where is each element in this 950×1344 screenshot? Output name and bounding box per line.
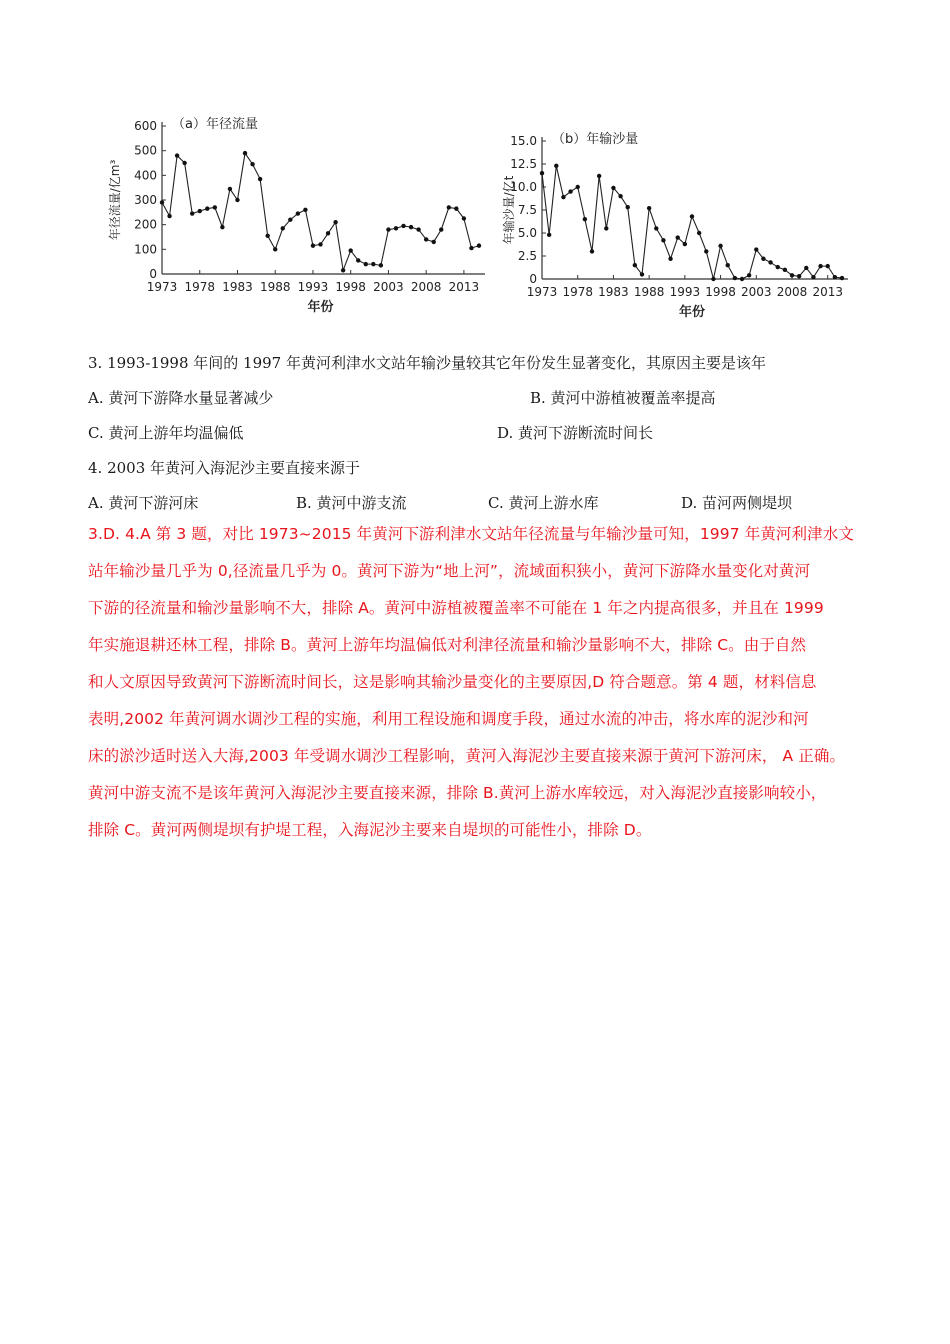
question-4-option-b: B. 黄河中游支流 (296, 494, 407, 512)
data-point (281, 226, 285, 230)
answer-line: 床的淤沙适时送入大海,2003 年受调水调沙工程影响，黄河入海泥沙主要直接来源于黄河下游河床， A 正确。 (88, 747, 846, 765)
data-point (783, 268, 787, 272)
data-point (633, 263, 637, 267)
data-point (547, 233, 551, 237)
data-point (462, 216, 466, 220)
data-point (243, 151, 247, 155)
data-point (311, 243, 315, 247)
y-tick-label: 500 (134, 143, 157, 158)
question-3-stem: 3. 1993-1998 年间的 1997 年黄河利津水文站年输沙量较其它年份发生显著变化，其原因主要是该年 (88, 354, 766, 372)
data-point (409, 225, 413, 229)
chart-title: （a）年径流量 (172, 117, 258, 132)
y-tick-label: 400 (134, 168, 157, 183)
question-4-stem: 4. 2003 年黄河入海泥沙主要直接来源于 (88, 459, 361, 477)
data-point (690, 214, 694, 218)
data-point (326, 231, 330, 235)
data-point (205, 206, 209, 210)
data-point (704, 249, 708, 253)
x-tick-label: 1983 (222, 280, 253, 294)
data-point (733, 276, 737, 280)
answer-line: 3.D. 4.A 第 3 题，对比 1973~2015 年黄河下游利津水文站年径流量与年输沙量可知，1997 年黄河利津水文 (88, 525, 854, 543)
data-point (561, 195, 565, 199)
question-3-option-c: C. 黄河上游年均温偏低 (88, 424, 244, 442)
data-point (454, 206, 458, 210)
question-4-option-c: C. 黄河上游水库 (488, 494, 599, 512)
data-point (401, 224, 405, 228)
data-point (833, 275, 837, 279)
data-point (190, 211, 194, 215)
x-tick-label: 2013 (812, 285, 843, 299)
answer-line: 排除 C。黄河两侧堤坝有护堤工程，入海泥沙主要来自堤坝的可能性小，排除 D。 (88, 821, 652, 839)
x-tick-label: 2008 (776, 285, 808, 299)
answer-line: 黄河中游支流不是该年黄河入海泥沙主要直接来源，排除 B.黄河上游水库较远，对入海泥沙直接影响较小， (88, 784, 827, 802)
y-axis-label: 年输沙量/亿t (502, 175, 516, 245)
data-point (618, 194, 622, 198)
answer-line: 年实施退耕还林工程，排除 B。黄河上游年均温偏低对利津径流量和输沙量影响不大，排除 C。由于自然 (88, 636, 807, 654)
data-point (182, 161, 186, 165)
data-point (265, 234, 269, 238)
y-tick-label: 0 (149, 267, 157, 281)
data-point (348, 248, 352, 252)
runoff-chart (105, 110, 495, 325)
y-tick-label: 600 (134, 119, 157, 133)
data-point (661, 238, 665, 242)
data-point (371, 262, 375, 266)
data-point (477, 243, 481, 247)
answer-line: 表明,2002 年黄河调水调沙工程的实施，利用工程设施和调度手段，通过水流的冲击，将水库的泥沙和河 (88, 710, 809, 728)
data-point (220, 225, 224, 229)
data-point (364, 262, 368, 266)
data-point (640, 272, 644, 276)
data-point (250, 162, 254, 166)
x-tick-label: 1983 (598, 285, 629, 299)
data-point (747, 273, 751, 277)
data-point (626, 205, 630, 209)
data-point (447, 205, 451, 209)
data-point (439, 227, 443, 231)
x-tick-label: 2003 (373, 280, 404, 294)
y-tick-label: 10.0 (510, 180, 537, 194)
answer-line: 下游的径流量和输沙量影响不大，排除 A。黄河中游植被覆盖率不可能在 1 年之内提高很多，并且在 1999 (88, 599, 824, 617)
x-tick-label: 1988 (633, 285, 665, 299)
data-point (273, 247, 277, 251)
x-tick-label: 1978 (562, 285, 593, 299)
x-tick-label: 1973 (526, 285, 558, 299)
x-tick-label: 1988 (259, 280, 291, 294)
y-axis-label: 年径流量/亿m³ (108, 159, 122, 241)
series-line (542, 166, 842, 279)
answer-explanation (88, 516, 878, 849)
y-tick-label: 300 (134, 193, 157, 207)
y-tick-label: 15.0 (510, 134, 537, 148)
runoff-chart-svg (105, 110, 495, 325)
data-point (818, 264, 822, 268)
y-tick-label: 7.5 (517, 203, 537, 217)
data-point (761, 257, 765, 261)
data-point (576, 185, 580, 189)
answer-line: 站年输沙量几乎为 0,径流量几乎为 0。黄河下游为“地上河”，流域面积狭小，黄河下游降水量变化对黄河 (88, 562, 811, 580)
y-tick-label: 2.5 (517, 249, 537, 263)
data-point (611, 186, 615, 190)
data-point (797, 274, 801, 278)
data-point (776, 265, 780, 269)
data-point (826, 264, 830, 268)
data-point (424, 237, 428, 241)
x-tick-label: 1978 (184, 280, 216, 294)
x-tick-label: 2003 (741, 285, 772, 299)
data-point (790, 273, 794, 277)
data-point (754, 247, 758, 251)
data-point (228, 187, 232, 191)
data-point (726, 263, 730, 267)
data-point (198, 209, 202, 213)
x-tick-label: 1993 (297, 280, 329, 294)
data-point (840, 276, 844, 280)
answer-line: 和人文原因导致黄河下游断流时间长，这是影响其输沙量变化的主要原因,D 符合题意。第 4 题，材料信息 (88, 673, 817, 691)
data-point (303, 208, 307, 212)
data-point (296, 211, 300, 215)
data-point (175, 153, 179, 157)
data-point (213, 205, 217, 209)
data-point (711, 277, 715, 281)
data-point (540, 171, 544, 175)
x-tick-label: 1993 (669, 285, 701, 299)
x-tick-label: 2008 (410, 280, 442, 294)
data-point (356, 258, 360, 262)
data-point (590, 249, 594, 253)
data-point (386, 227, 390, 231)
y-tick-label: 200 (134, 217, 157, 232)
data-point (647, 206, 651, 210)
y-tick-label: 5.0 (517, 226, 537, 240)
x-tick-label: 1998 (335, 280, 366, 294)
data-point (341, 268, 345, 272)
question-3-option-d: D. 黄河下游断流时间长 (497, 424, 654, 442)
data-point (740, 277, 744, 281)
data-point (160, 200, 164, 204)
question-3-option-b: B. 黄河中游植被覆盖率提高 (530, 389, 716, 407)
data-point (676, 235, 680, 239)
data-point (416, 227, 420, 231)
y-tick-label: 0 (529, 272, 537, 286)
series-line (162, 153, 479, 270)
data-point (654, 226, 658, 230)
data-point (668, 257, 672, 261)
data-point (333, 220, 337, 224)
data-point (683, 242, 687, 246)
data-point (379, 263, 383, 267)
x-tick-label: 2013 (448, 280, 480, 294)
x-axis-label: 年份 (678, 305, 706, 320)
x-tick-label: 1973 (146, 280, 178, 294)
y-tick-label: 12.5 (510, 157, 537, 171)
data-point (554, 164, 558, 168)
sediment-chart (502, 125, 860, 325)
x-tick-label: 1998 (705, 285, 736, 299)
data-point (811, 275, 815, 279)
data-point (288, 218, 292, 222)
y-tick-label: 100 (134, 242, 157, 257)
question-4-option-a: A. 黄河下游河床 (88, 494, 199, 512)
data-point (604, 226, 608, 230)
data-point (167, 214, 171, 218)
data-point (804, 266, 808, 270)
sediment-chart-svg (502, 125, 860, 325)
data-point (768, 260, 772, 264)
question-3-option-a: A. 黄河下游降水量显著减少 (88, 389, 274, 407)
data-point (432, 240, 436, 244)
data-point (718, 244, 722, 248)
data-point (394, 226, 398, 230)
data-point (318, 242, 322, 246)
data-point (697, 231, 701, 235)
data-point (597, 174, 601, 178)
chart-title: （b）年输沙量 (552, 132, 639, 147)
x-axis-label: 年份 (307, 300, 334, 315)
data-point (469, 246, 473, 250)
question-4-option-d: D. 苗河两侧堤坝 (681, 494, 793, 512)
data-point (235, 198, 239, 202)
data-point (258, 177, 262, 181)
data-point (568, 189, 572, 193)
data-point (583, 217, 587, 221)
